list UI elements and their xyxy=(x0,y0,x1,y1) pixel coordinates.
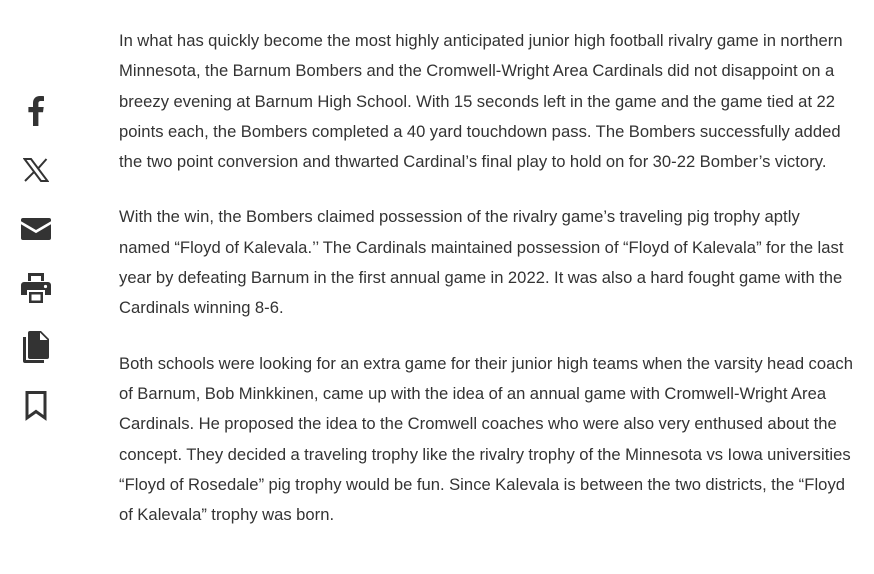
email-icon xyxy=(21,218,51,240)
print-button[interactable] xyxy=(18,271,54,305)
article-paragraph: In what has quickly become the most highly anticipated junior high football rivalry game in northern Minnesota, the Barnum Bombers and the Cromwell-Wright Area Cardinals did not disappoint on a breezy evening at Barnum High School. With 15 seconds left in the game and the game tied at 22 points each, the Bombers completed a 40 yard touchdown pass. The Bombers successfully added the two point conversion and thwarted Cardinal’s final play to hold on for 30-22 Bomber’s victory. xyxy=(119,31,843,172)
print-icon xyxy=(21,273,51,303)
x-share-button[interactable] xyxy=(18,153,54,187)
bookmark-icon xyxy=(25,391,47,421)
x-icon xyxy=(23,158,49,182)
bookmark-button[interactable] xyxy=(18,389,54,423)
article-paragraph: Both schools were looking for an extra game for their junior high teams when the varsity head coach of Barnum, Bob Minkkinen, came up with the idea of an annual game with Cromwell-Wright Area Cardinals. He proposed the idea to the Cromwell coaches who were also very enthused about the concept. They decided a traveling trophy like the rivalry trophy of the Minnesota vs Iowa universities “Floyd of Rosedale” pig trophy would be fun. Since Kalevala is between the two districts, the “Floyd of Kalevala” trophy was born. xyxy=(119,353,854,525)
facebook-share-button[interactable] xyxy=(18,94,54,128)
facebook-icon xyxy=(28,96,44,126)
copy-icon xyxy=(23,331,49,363)
article-paragraph: With the win, the Bombers claimed possession of the rivalry game’s traveling pig trophy aptly named “Floyd of Kalevala.’’ The Cardinals maintained possession of “Floyd of Kalevala” for the last year by defeating Barnum in the first annual game in 2022. It was also a hard fought game with the Cardinals winning 8-6. xyxy=(119,207,844,318)
article-body xyxy=(119,26,854,555)
email-share-button[interactable] xyxy=(18,212,54,246)
share-toolbar xyxy=(18,94,54,448)
copy-link-button[interactable] xyxy=(18,330,54,364)
